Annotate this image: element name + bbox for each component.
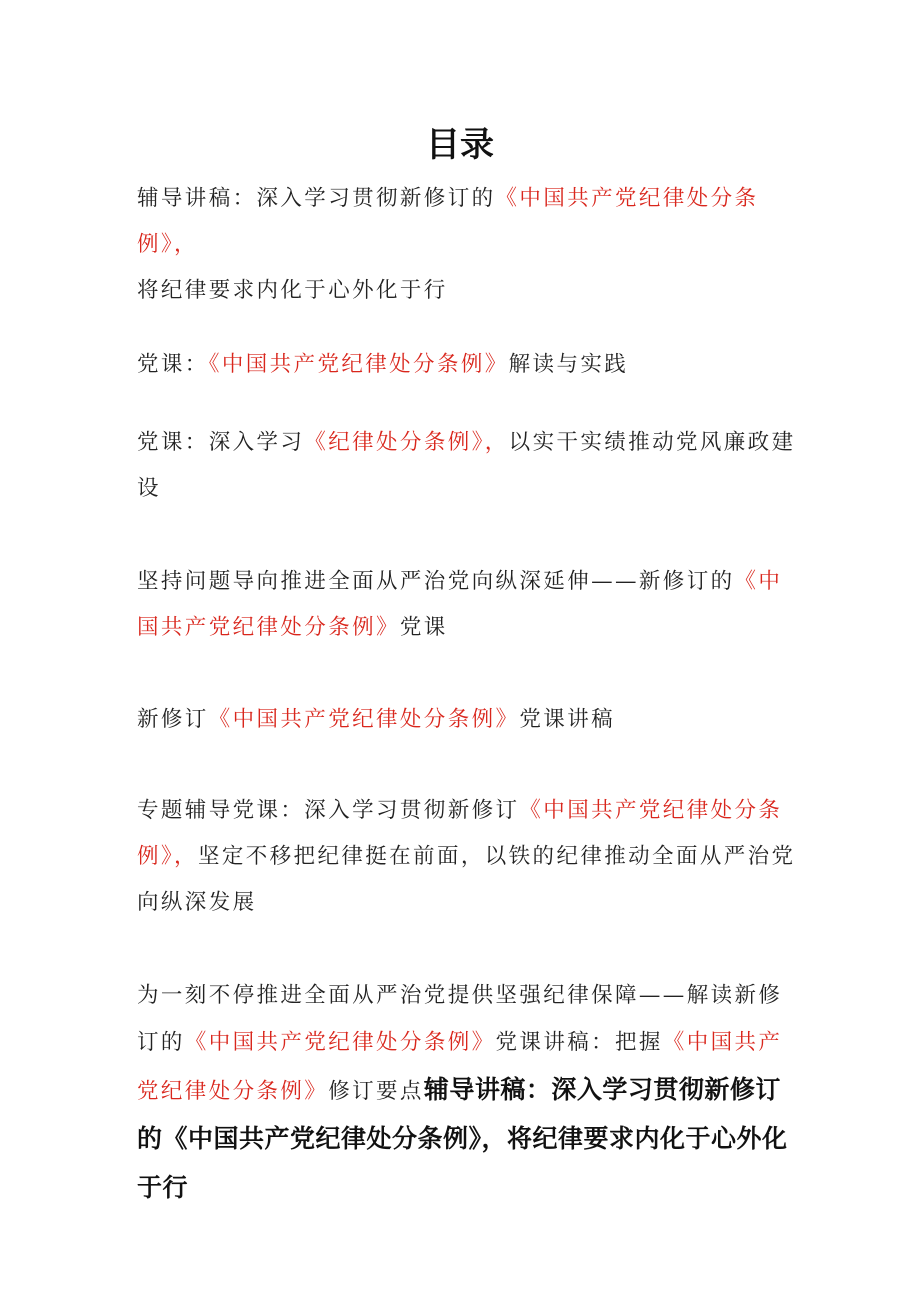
toc-title: 目录 — [426, 125, 494, 165]
toc-entry-2[interactable] — [137, 342, 797, 388]
toc-entry-text: 新修订 — [137, 707, 209, 732]
toc-entry-text: 党课 — [399, 615, 448, 640]
toc-entry-text: 辅导讲稿：深入学习贯彻新修订的 — [137, 186, 496, 211]
toc-entry-text: 坚定不移把纪律挺在前面，以铁的纪律推动全面从严治党向纵深发展 — [137, 844, 796, 915]
toc-entry-4[interactable] — [137, 559, 797, 651]
toc-entry-text: 解读与实践 — [508, 352, 629, 377]
toc-entry-text: 专题辅导党课：深入学习贯彻新修订 — [137, 798, 520, 823]
toc-entry-text: 党课： — [137, 352, 209, 377]
toc-entry-text: 将纪律要求内化于心外化于行 — [137, 278, 448, 303]
toc-entry-text: 修订要点 — [328, 1079, 424, 1104]
toc-entry-6[interactable] — [137, 788, 797, 926]
toc-entry-highlight: 《中国共产党纪律处分条例》， — [137, 186, 759, 257]
toc-entry-text: 党课：深入学习 — [137, 430, 305, 455]
toc-entry-text: 党课讲稿 — [519, 707, 616, 732]
toc-entry-highlight: 《中国共产党纪律处分条例》 — [137, 569, 783, 640]
toc-entry-text: 党课讲稿：把握 — [495, 1030, 663, 1055]
toc-entry-text: 为一刻不停推进全面从严治党提供坚强纪律保障——解读新修订的 — [137, 983, 783, 1055]
toc-entry-highlight: 《中国共产党纪律处分条例》 — [184, 1030, 496, 1055]
toc-entry-1[interactable] — [137, 176, 797, 314]
toc-entry-text: 以实干实绩推动党风廉政建设 — [137, 430, 796, 501]
toc-entry-highlight: 《中国共产党纪律处分条例》， — [137, 798, 783, 869]
toc-entry-highlight: 《纪律处分条例》， — [304, 430, 509, 455]
toc-entry-3[interactable] — [137, 420, 797, 512]
toc-entry-text: 坚持问题导向推进全面从严治党向纵深延伸——新修订的 — [137, 569, 735, 594]
body-heading: 辅导讲稿：深入学习贯彻新修订的《中国共产党纪律处分条例》，将纪律要求内化于心外化于行 — [137, 1075, 788, 1202]
toc-entry-7[interactable] — [137, 972, 797, 1213]
toc-entry-highlight: 《中国共产党纪律处分条例》 — [208, 707, 520, 732]
toc-entry-highlight: 《中国共产党纪律处分条例》 — [208, 352, 509, 377]
toc-entry-5[interactable] — [137, 697, 797, 743]
toc-entry-highlight: 《中国共产党纪律处分条例》 — [137, 1030, 783, 1104]
